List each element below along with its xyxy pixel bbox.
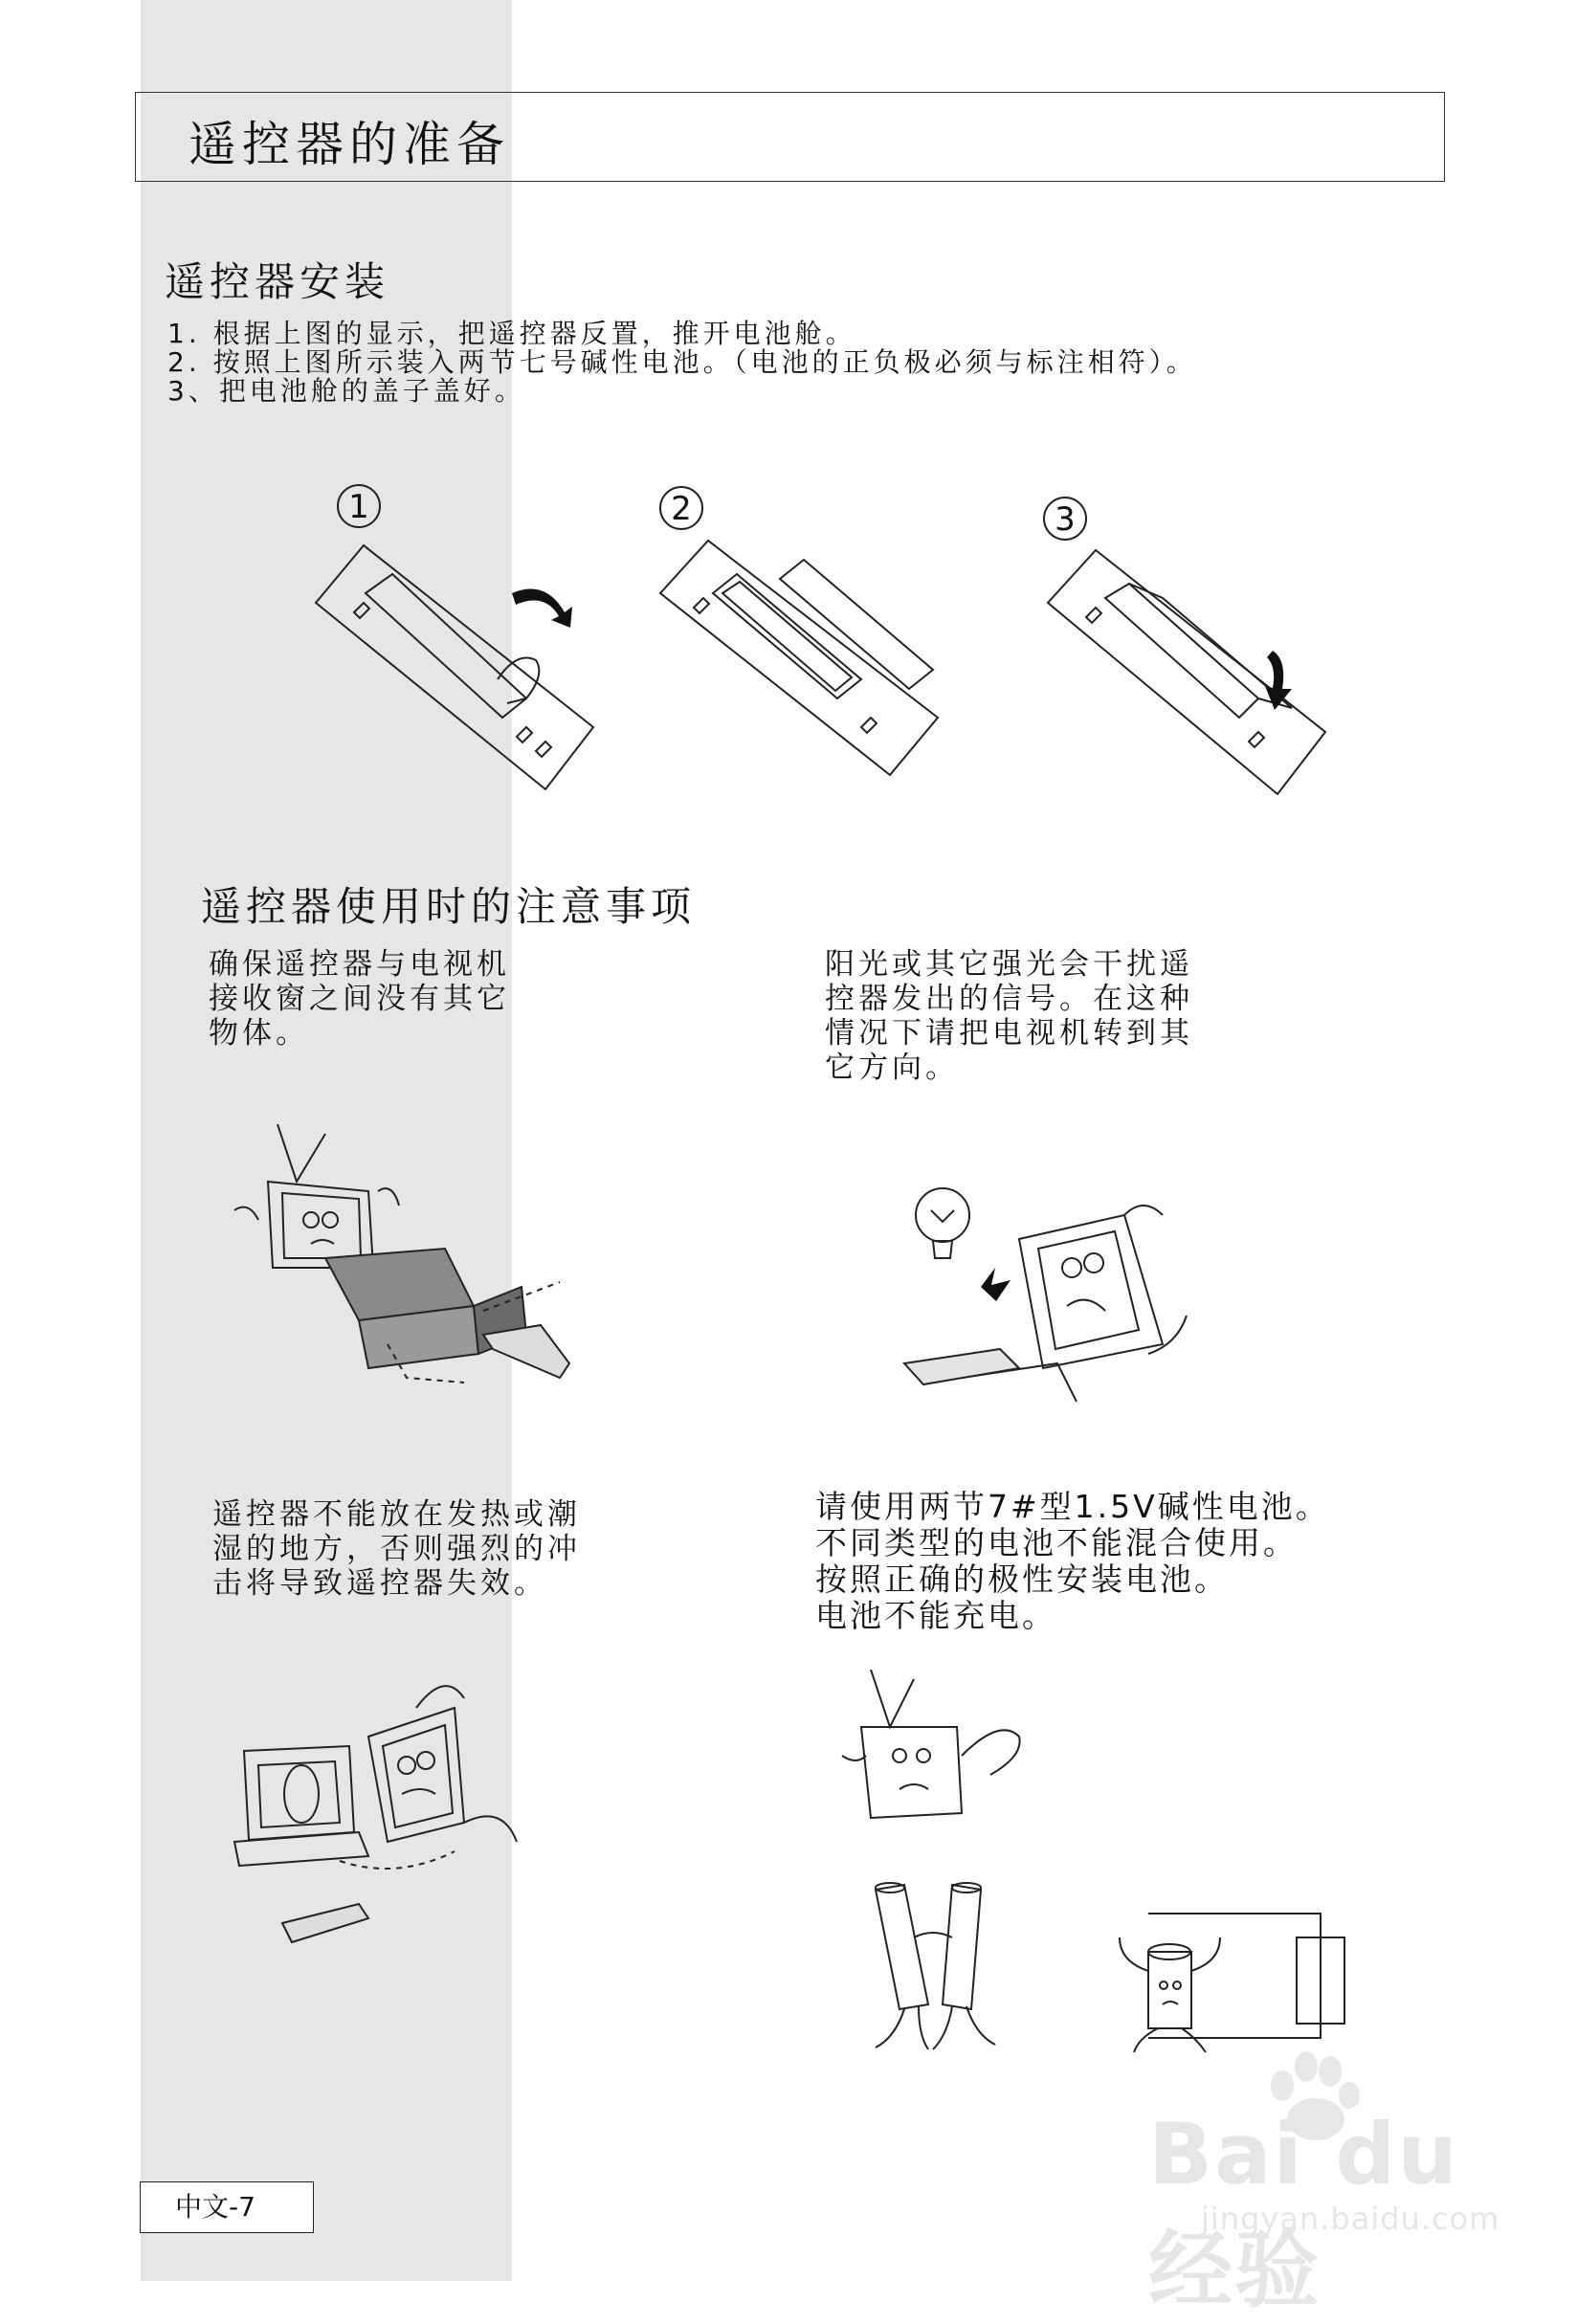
tv-heat-humidity-illustration: [225, 1679, 589, 1966]
page-number: 中文-7: [140, 2181, 314, 2233]
install-step-1: 1. 根据上图的显示，把遥控器反置，推开电池舱。: [167, 318, 856, 349]
caution-note-heat-humidity: 遥控器不能放在发热或潮 湿的地方，否则强烈的冲 击将导致遥控器失效。: [212, 1497, 581, 1601]
install-step-3: 3、把电池舱的盖子盖好。: [167, 375, 525, 407]
step-marker-3: 3: [1043, 497, 1087, 541]
watermark-brand: Bai du 经验: [1148, 2105, 1459, 2319]
page-title-box: [135, 92, 1445, 182]
tv-strong-light-illustration: [885, 1172, 1239, 1421]
step-marker-1: 1: [337, 484, 381, 528]
install-steps: [167, 320, 1197, 406]
step-marker-2: 2: [659, 486, 703, 530]
caution-note-battery-rules: 请使用两节7#型1.5V碱性电池。 不同类型的电池不能混合使用。 按照正确的极性安装电池。 电池不能充电。: [815, 1488, 1330, 1634]
tv-obstacle-illustration: [215, 1124, 579, 1402]
remote-close-cover-illustration: [1038, 541, 1335, 808]
caution-note-strong-light: 阳光或其它强光会干扰遥 控器发出的信号。在这种 情况下请把电视机转到其 它方向。: [825, 947, 1193, 1085]
caution-note-obstacle: 确保遥控器与电视机 接收窗之间没有其它 物体。: [209, 947, 510, 1051]
install-heading: 遥控器安装: [165, 258, 390, 305]
install-step-2: 2. 按照上图所示装入两节七号碱性电池。（电池的正负极必须与标注相符）。: [167, 346, 1197, 378]
watermark-url: jingyan.baidu.com: [1201, 2201, 1500, 2237]
baidu-jingyan-watermark: [1148, 2047, 1550, 2319]
cautions-heading: 遥控器使用时的注意事项: [201, 883, 697, 930]
remote-insert-batteries-illustration: [655, 536, 952, 804]
batteries-mixing-illustration: [837, 1880, 1038, 2071]
page-title: 遥控器的准备: [189, 117, 510, 172]
tv-warning-illustration: [833, 1670, 1043, 1851]
remote-open-cover-illustration: [306, 536, 603, 804]
battery-recharge-illustration: [1110, 1894, 1359, 2057]
